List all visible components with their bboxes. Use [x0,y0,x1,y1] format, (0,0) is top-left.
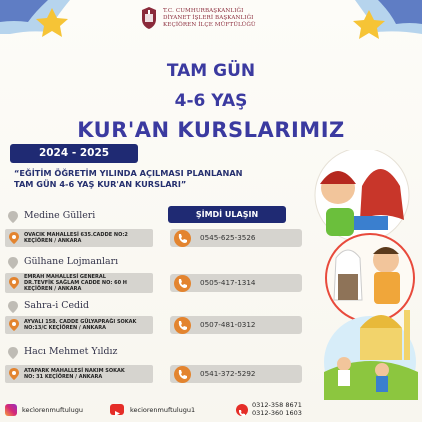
course-name: Medine Gülleri [24,210,96,221]
location-pin-icon [8,211,18,223]
course-address [24,232,154,244]
phone-number[interactable]: 0505-417-1314 [200,278,256,287]
youtube-handle[interactable]: keciorenmuftulugu1 [130,406,196,414]
contact-header: ŞİMDİ ULAŞIN [168,206,286,223]
location-pin-icon [9,319,19,331]
subtitle-line-2: TAM GÜN 4-6 YAŞ KUR'AN KURSLARI” [14,179,187,189]
instagram-handle[interactable]: kecìorenmuftulugu [22,406,84,414]
footer-phones [252,401,302,417]
location-pin-icon [9,277,19,289]
course-name: Hacı Mehmet Yıldız [24,346,118,357]
children-illustration [300,150,422,400]
org-line-2: DİYANET İŞLERİ BAŞKANLIĞI [163,14,254,21]
organization-name [163,8,256,28]
address-line: DR.TEVFİK SAĞLAM CADDE NO: 60 H [24,280,127,286]
location-pin-icon [9,232,19,244]
phone-icon [174,366,191,383]
location-pin-icon [9,368,19,380]
address-line: KEÇİÖREN / ANKARA [24,286,82,292]
subtitle-line-1: “EĞİTİM ÖĞRETİM YILINDA AÇILMASI PLANLANAN [14,168,243,178]
title-line-1: TAM GÜN [166,61,256,81]
footer-phone[interactable]: 0312-358 8671 [252,401,302,409]
address-line: NO: 31 KEÇİÖREN / ANKARA [24,374,103,380]
org-line-3: KEÇİÖREN İLÇE MÜFTÜLÜĞÜ [163,21,256,28]
location-pin-icon [8,301,18,313]
title-line-2: 4-6 YAŞ [174,91,248,111]
course-name: Sahra-i Cedid [24,300,89,311]
phone-icon [236,404,248,416]
footer-phone[interactable]: 0312-360 1603 [252,409,302,417]
phone-number[interactable]: 0507-481-0312 [200,320,256,329]
location-pin-icon [8,347,18,359]
course-address [24,274,154,292]
title-line-3: KUR'AN KURSLARIMIZ [77,118,345,142]
youtube-icon [110,404,124,415]
course-address [24,319,154,331]
address-line: NO:13/C KEÇİÖREN / ANKARA [24,325,106,331]
phone-icon [174,230,191,247]
phone-number[interactable]: 0545-625-3526 [200,233,256,242]
course-address [24,368,154,380]
subtitle [14,168,314,190]
org-line-1: T.C. CUMHURBAŞKANLIĞI [163,8,244,14]
footer [0,400,422,422]
address-line: KEÇİÖREN / ANKARA [24,238,82,244]
location-pin-icon [8,257,18,269]
course-name: Gülhane Lojmanları [24,256,119,267]
address-line: AYVALI 158. CADDE GÜLYAPRAĞI SOKAK [24,319,137,325]
phone-icon [174,317,191,334]
phone-number[interactable]: 0541-372-5292 [200,369,256,378]
year-badge: 2024 - 2025 [10,144,138,163]
address-line: OVACIK MAHALLESİ 635.CADDE NO:2 [24,232,128,238]
phone-icon [174,275,191,292]
instagram-icon [5,404,17,416]
address-line: EMRAH MAHALLESİ GENERAL [24,274,106,280]
address-line: ATAPARK MAHALLESİ NAKIM SOKAK [24,368,125,374]
diyanet-logo [140,6,158,30]
